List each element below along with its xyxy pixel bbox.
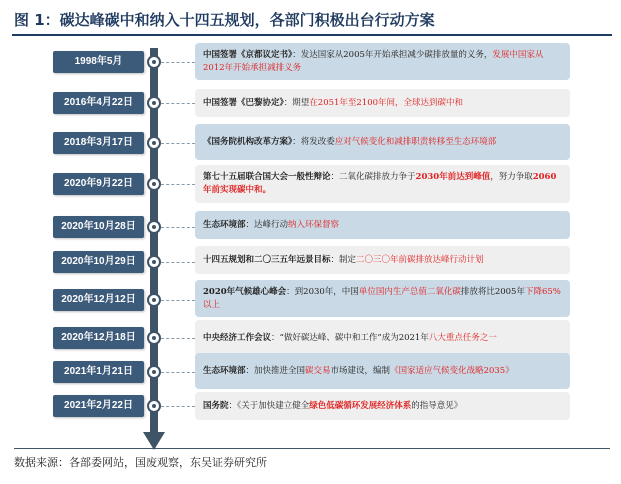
date-label-2018-03-17: 2018年3月17日 — [53, 132, 144, 154]
date-label-2021-01-21: 2021年1月21日 — [53, 361, 144, 383]
timeline-node — [147, 331, 161, 345]
event-text — [203, 136, 562, 149]
event-card-central-economic-work-conference — [195, 320, 570, 356]
date-label-2016-04-22: 2016年4月22日 — [53, 92, 144, 114]
event-body: ：将发改委 — [292, 136, 335, 147]
event-subject: 中央经济工作会议 — [203, 332, 272, 343]
event-subject: 十四五规划和二〇三五年远景目标 — [203, 254, 331, 265]
event-highlight: 在2051年至2100年间，全球达到碳中和 — [309, 97, 464, 108]
event-card-green-low-carbon-economy — [195, 392, 570, 420]
event-text — [203, 365, 562, 378]
connector-line — [161, 62, 195, 63]
event-body: ：到2030年，中国 — [286, 286, 359, 297]
event-highlight: 应对气候变化和减排职责转移至生态环境部 — [334, 136, 497, 147]
event-highlight: 2060年前实现碳中和。 — [203, 172, 557, 195]
event-subject: 国务院 — [203, 400, 229, 411]
date-label-2020-10-29: 2020年10月29日 — [53, 251, 144, 273]
event-highlight: 八大重点任务之一 — [428, 332, 497, 343]
event-text — [203, 286, 562, 312]
event-body: ：加快推进全国 — [245, 365, 306, 376]
node-dot — [152, 260, 156, 264]
event-text — [203, 171, 562, 197]
event-card-14th-five-year-plan — [195, 246, 570, 274]
event-text — [203, 400, 562, 413]
date-label-2021-02-22: 2021年2月22日 — [53, 395, 144, 417]
event-body: ，努力争取 — [490, 172, 533, 182]
event-body: 排放将比2005年 — [460, 286, 525, 297]
node-dot — [152, 225, 156, 229]
timeline-node — [147, 255, 161, 269]
event-body: ：“做好碳达峰、碳中和工作”成为2021年 — [271, 332, 429, 343]
node-dot — [152, 101, 156, 105]
event-text — [203, 49, 562, 75]
event-highlight: 单位国内生产总值二氧化碳 — [358, 286, 461, 297]
event-highlight: 《国家适应气候变化战略2035》 — [390, 365, 514, 376]
connector-line — [161, 300, 195, 301]
event-card-carbon-trading — [195, 353, 570, 389]
event-highlight: 2030年前达到峰值 — [415, 172, 491, 182]
node-dot — [152, 182, 156, 186]
event-card-state-council-reform — [195, 124, 570, 160]
timeline-node — [147, 293, 161, 307]
event-card-climate-ambition-summit — [195, 280, 570, 317]
connector-line — [161, 227, 195, 228]
connector-line — [161, 406, 195, 407]
event-highlight: 绿色低碳循环发展经济体系 — [309, 400, 412, 411]
event-highlight: 碳交易 — [305, 365, 331, 376]
timeline-node — [147, 136, 161, 150]
timeline-node — [147, 365, 161, 379]
event-highlight: 纳入环保督察 — [288, 219, 340, 230]
event-subject: 中国签署《巴黎协定》 — [203, 97, 284, 108]
source-note: 数据来源：各部委网站，国废观察，东吴证券研究所 — [14, 448, 610, 476]
event-card-paris — [195, 89, 570, 117]
event-body: ：二氧化碳排放力争于 — [330, 172, 416, 182]
timeline-node — [147, 177, 161, 191]
title-divider — [12, 34, 612, 36]
date-label-2020-10-28: 2020年10月28日 — [53, 216, 144, 238]
event-text — [203, 97, 562, 110]
event-highlight: 发展中国家从2012年开始承担减排义务 — [203, 49, 544, 73]
timeline-node — [147, 55, 161, 69]
event-card-kyoto — [195, 43, 570, 80]
node-dot — [152, 60, 156, 64]
event-highlight: 二〇三〇年前碳排放达峰行动计划 — [356, 254, 484, 265]
timeline-node — [147, 399, 161, 413]
date-label-1998-05: 1998年5月 — [53, 51, 144, 73]
connector-line — [161, 143, 195, 144]
event-highlight: 下降65%以上 — [203, 286, 561, 310]
event-subject: 2020年气候雄心峰会 — [203, 286, 287, 297]
event-text — [203, 254, 562, 267]
node-dot — [152, 404, 156, 408]
event-body: ：《关于加快建立健全 — [228, 400, 310, 411]
event-body: 的指导意见》 — [411, 400, 463, 411]
event-body: ：达峰行动 — [245, 219, 289, 230]
node-dot — [152, 298, 156, 302]
date-label-2020-09-22: 2020年9月22日 — [53, 173, 144, 195]
event-subject: 第七十五届联合国大会一般性辩论 — [203, 172, 331, 182]
node-dot — [152, 141, 156, 145]
event-subject: 生态环境部 — [203, 219, 246, 230]
connector-line — [161, 338, 195, 339]
figure-title: 图 1：碳达峰碳中和纳入十四五规划，各部门积极出台行动方案 — [14, 11, 435, 29]
connector-line — [161, 372, 195, 373]
event-text — [203, 332, 562, 345]
event-body: ：制定 — [330, 254, 357, 265]
event-card-ecology-ministry-inspection — [195, 211, 570, 239]
node-dot — [152, 336, 156, 340]
event-subject: 生态环境部 — [203, 365, 246, 376]
event-body: ：期望 — [283, 97, 310, 108]
date-label-2020-12-18: 2020年12月18日 — [53, 327, 144, 349]
event-subject: 中国签署《京都议定书》 — [203, 49, 293, 60]
timeline-node — [147, 96, 161, 110]
connector-line — [161, 184, 195, 185]
timeline-node — [147, 220, 161, 234]
event-text — [203, 219, 562, 232]
node-dot — [152, 370, 156, 374]
event-body: 市场建设，编制 — [330, 365, 391, 376]
event-card-un-general-assembly — [195, 165, 570, 203]
date-label-2020-12-12: 2020年12月12日 — [53, 289, 144, 311]
connector-line — [161, 103, 195, 104]
event-body: ：发达国家从2005年开始承担减少碳排放量的义务， — [292, 49, 493, 60]
connector-line — [161, 262, 195, 263]
event-subject: 《国务院机构改革方案》 — [203, 136, 293, 147]
